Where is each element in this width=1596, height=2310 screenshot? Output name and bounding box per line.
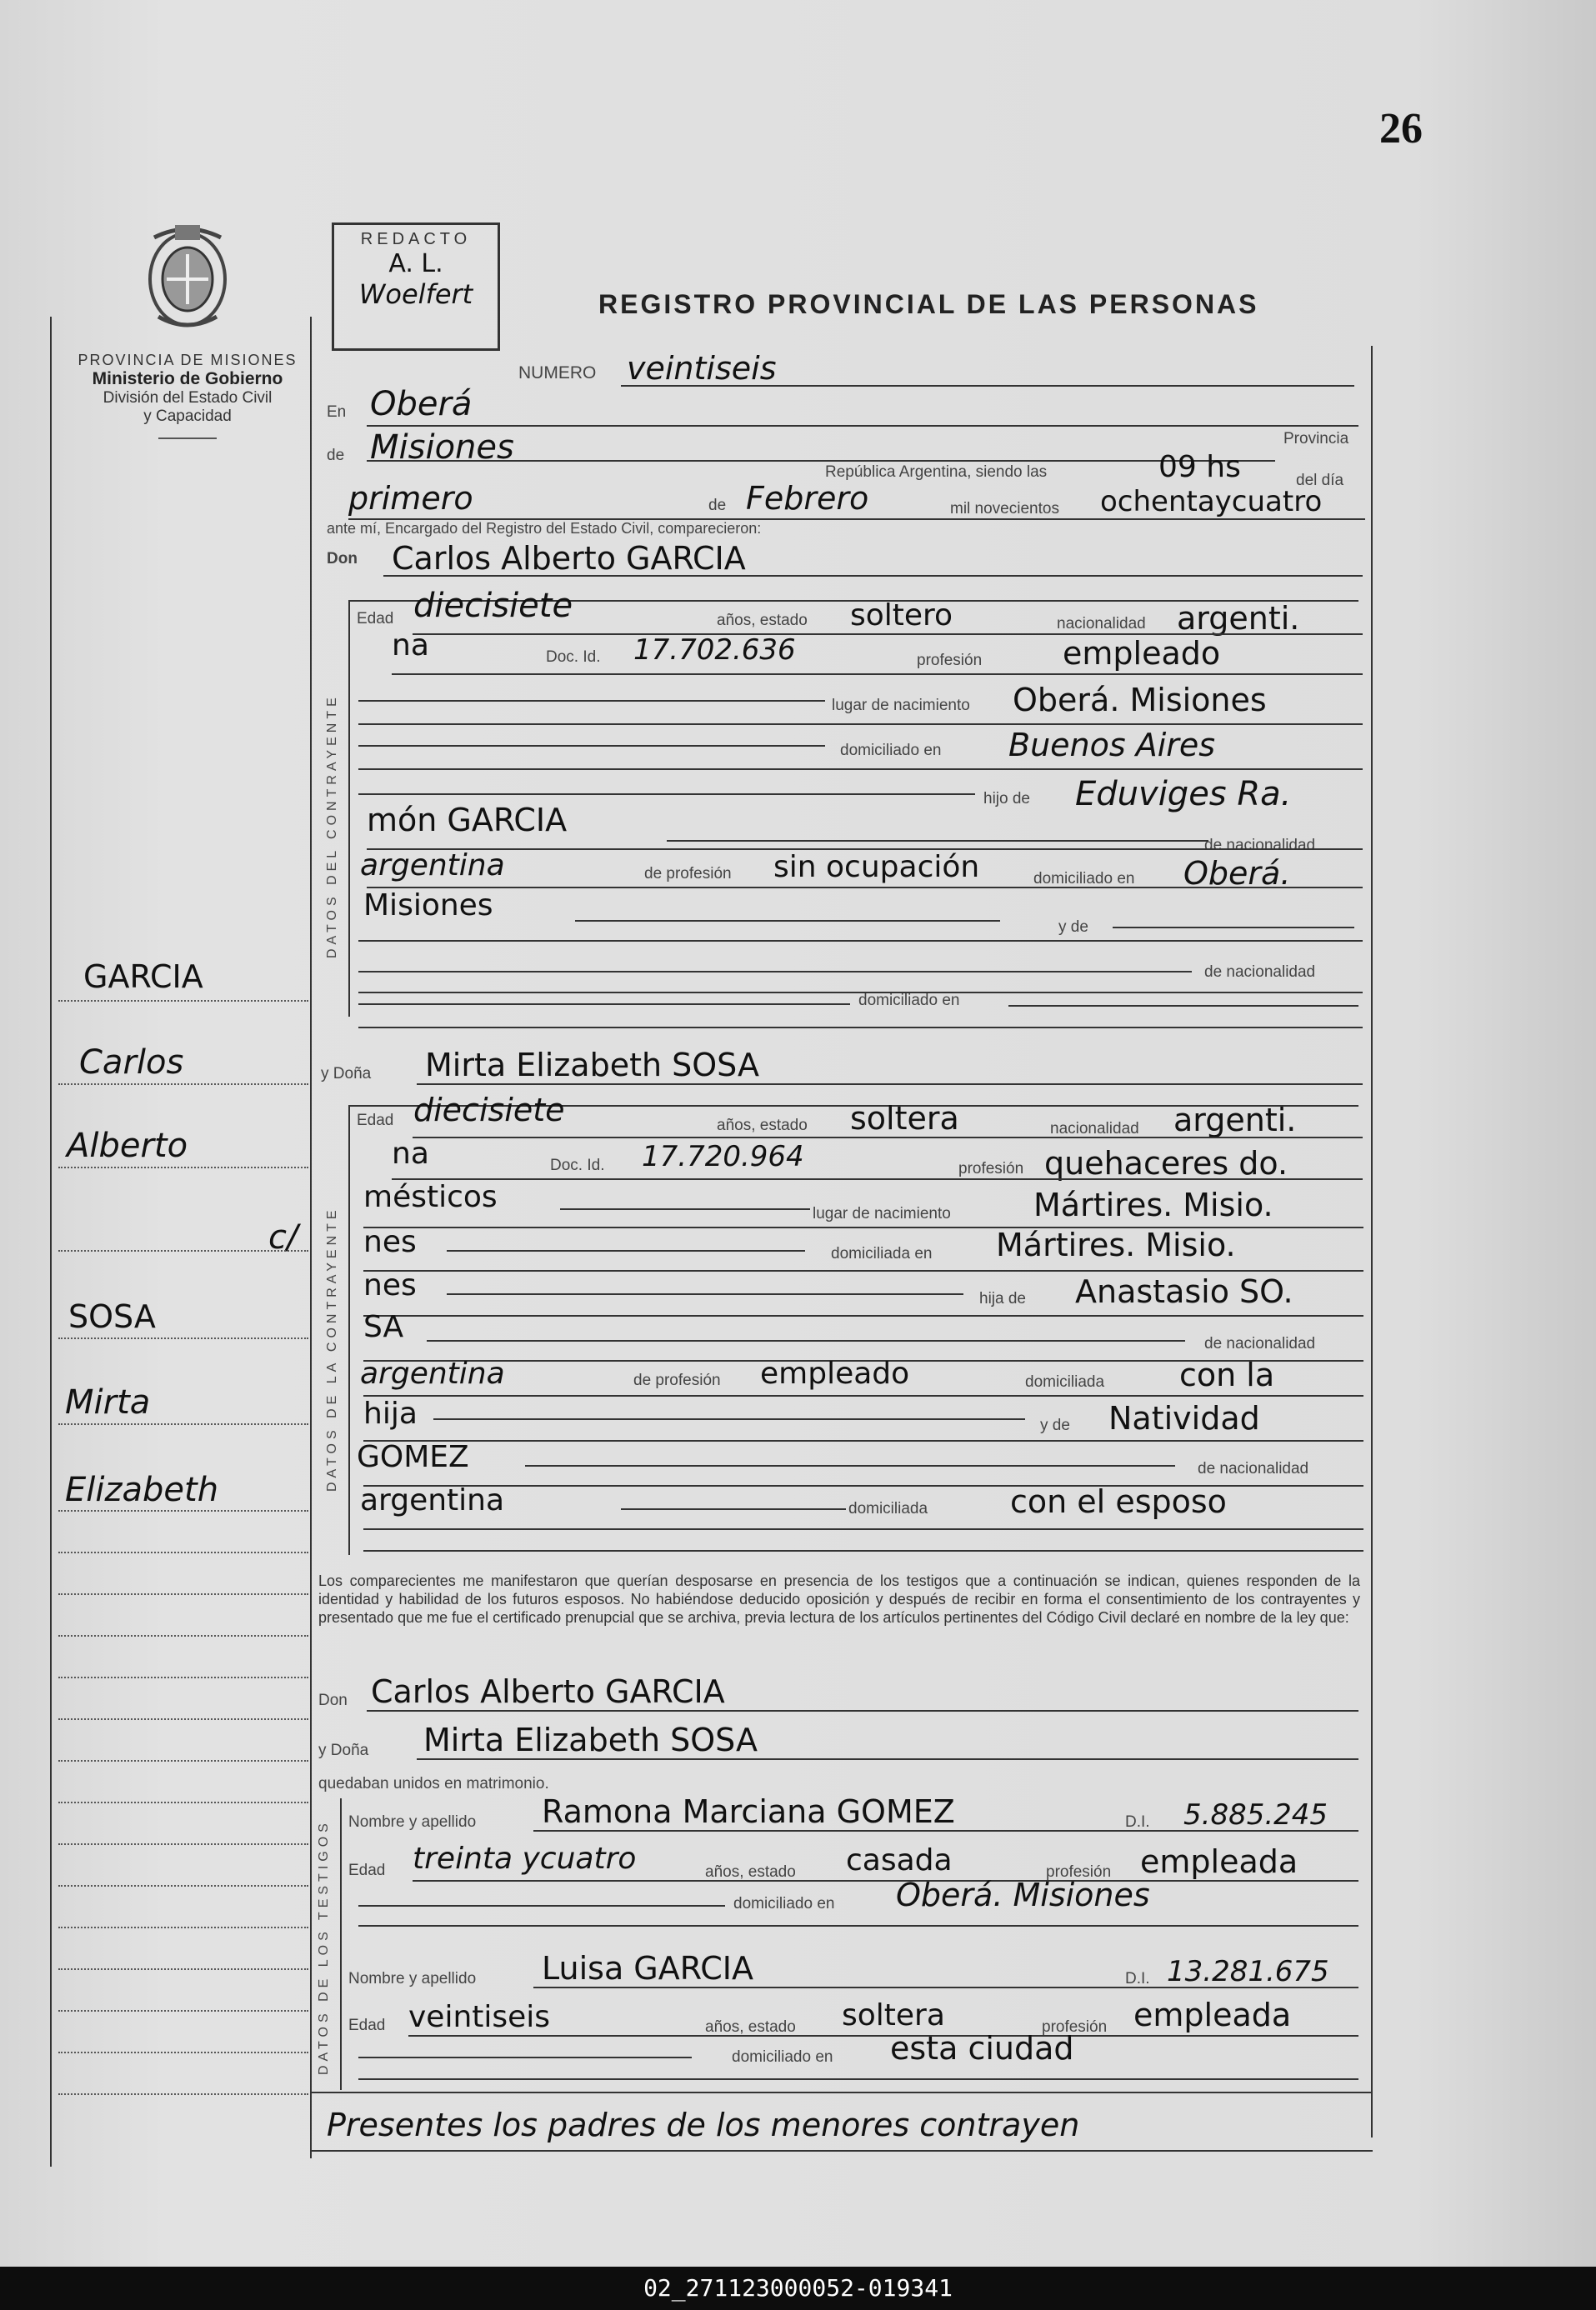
c-madre-dom-value: Oberá. bbox=[1183, 855, 1291, 892]
t1-nombre-label: Nombre y apellido bbox=[348, 1813, 477, 1831]
office-line-1: PROVINCIA DE MISIONES bbox=[78, 352, 298, 368]
f-nac-value-2: na bbox=[392, 1137, 429, 1171]
c-estado-value: soltero bbox=[850, 598, 953, 632]
dec-don-value: Carlos Alberto GARCIA bbox=[371, 1673, 725, 1710]
c-domiciliado-2-label: domiciliado en bbox=[1033, 870, 1135, 888]
don-value: Carlos Alberto GARCIA bbox=[392, 540, 746, 577]
c-domiciliado-label: domiciliado en bbox=[840, 742, 942, 759]
f-madre-dom-label: domiciliada bbox=[848, 1500, 928, 1518]
coat-of-arms-emblem bbox=[138, 221, 238, 333]
t1-domiciliado-label: domiciliado en bbox=[733, 1895, 835, 1912]
t2-prof-value: empleada bbox=[1133, 1997, 1292, 2033]
f-estado-value: soltera bbox=[850, 1100, 959, 1137]
c-hijo-value-2: món GARCIA bbox=[367, 802, 568, 838]
f-domiciliada-label: domiciliada en bbox=[831, 1245, 933, 1262]
c-de-nacionalidad-label: de nacionalidad bbox=[1204, 837, 1316, 854]
t1-di-label: D.I. bbox=[1125, 1813, 1150, 1831]
f-edad-value: diecisiete bbox=[413, 1092, 565, 1128]
f-padre-prof-value: empleado bbox=[760, 1357, 910, 1391]
f-lugar-value-2: nes bbox=[363, 1225, 417, 1259]
c-madre-dom-value-2: Misiones bbox=[363, 888, 493, 922]
don-label: Don bbox=[327, 550, 358, 568]
f-prof-value: quehaceres do. bbox=[1044, 1145, 1288, 1182]
stamp-title: REDACTO bbox=[360, 230, 472, 248]
c-madre-prof-value: sin ocupación bbox=[773, 850, 980, 884]
f-madre-value-2: GOMEZ bbox=[357, 1440, 469, 1474]
side-label-testigos: DATOS DE LOS TESTIGOS bbox=[317, 1819, 331, 2075]
dec-dona-value: Mirta Elizabeth SOSA bbox=[423, 1722, 758, 1758]
c-anos-estado-label: años, estado bbox=[717, 612, 808, 629]
f-lugar-label: lugar de nacimiento bbox=[813, 1205, 951, 1222]
declaration-paragraph: Los comparecientes me manifestaron que querían desposarse en presencia de los testigos que a continuación se indican, quienes responden de la identidad y habilidad de los futuros esposos. No habiéndose deducido oposición y después de recibir en forma el consentimiento de los contrayentes y presentado que me fue el certificado prenupcial que se archiva, previa lectura de los artículos pertinentes del Código Civil declaré en nombre de la ley que: bbox=[318, 1572, 1360, 1626]
c-doc-value: 17.702.636 bbox=[633, 633, 796, 667]
f-de-profesion-label: de profesión bbox=[633, 1372, 721, 1389]
del-dia-label: del día bbox=[1296, 472, 1344, 489]
c-padre-nac-label: de nacionalidad bbox=[1204, 963, 1316, 981]
margin-name-groom-2: Alberto bbox=[67, 1127, 188, 1165]
c-de-profesion-label: de profesión bbox=[644, 865, 732, 882]
c-y-de-label: y de bbox=[1058, 918, 1088, 936]
numero-value: veintiseis bbox=[627, 350, 777, 387]
t2-edad-value: veintiseis bbox=[408, 2000, 551, 2034]
c-lugar-label: lugar de nacimiento bbox=[832, 697, 970, 714]
office-line-4: y Capacidad bbox=[143, 408, 232, 425]
f-madre-nac-label: de nacionalidad bbox=[1198, 1460, 1309, 1478]
dona-label: y Doña bbox=[321, 1065, 372, 1082]
t2-profesion-label: profesión bbox=[1042, 2018, 1108, 2036]
f-hija-value-2: SA bbox=[363, 1310, 404, 1344]
t2-domiciliado-label: domiciliado en bbox=[732, 2048, 833, 2066]
t1-dom-value: Oberá. Misiones bbox=[896, 1877, 1150, 1913]
c-nac-value-2: na bbox=[392, 628, 429, 662]
f-hija-label: hija de bbox=[979, 1290, 1026, 1308]
stamp-name: Woelfert bbox=[358, 278, 473, 310]
f-nacionalidad-label: nacionalidad bbox=[1050, 1120, 1139, 1138]
dec-dona-label: y Doña bbox=[318, 1742, 369, 1759]
f-doc-label: Doc. Id. bbox=[550, 1157, 605, 1174]
f-de-nacionalidad-label: de nacionalidad bbox=[1204, 1335, 1316, 1352]
f-lugar-value: Mártires. Misio. bbox=[1033, 1187, 1273, 1223]
c-nac-value-1: argenti. bbox=[1177, 600, 1300, 637]
f-prof-value-2: mésticos bbox=[363, 1180, 498, 1214]
side-label-contrayente-f: DATOS DE LA CONTRAYENTE bbox=[325, 1206, 339, 1492]
en-value: Oberá bbox=[370, 385, 473, 423]
f-hija-value: Anastasio SO. bbox=[1075, 1273, 1293, 1310]
closing-note: Presentes los padres de los menores contrayen bbox=[327, 2107, 1080, 2143]
f-domiciliada-2-label: domiciliada bbox=[1025, 1373, 1105, 1391]
de-label: de bbox=[327, 447, 345, 464]
de-mes-label: de bbox=[708, 497, 727, 514]
header-title: REGISTRO PROVINCIAL DE LAS PERSONAS bbox=[598, 289, 1259, 319]
c-padre-domiciliado-label: domiciliado en bbox=[858, 992, 960, 1009]
t1-prof-value: empleada bbox=[1140, 1843, 1298, 1880]
dia-value: primero bbox=[348, 480, 473, 517]
dona-value: Mirta Elizabeth SOSA bbox=[425, 1047, 760, 1083]
f-edad-label: Edad bbox=[357, 1112, 394, 1129]
margin-surname-groom: GARCIA bbox=[83, 958, 203, 995]
t2-di-label: D.I. bbox=[1125, 1970, 1150, 1988]
f-padre-dom-value: con la bbox=[1179, 1357, 1275, 1393]
f-nac-value-1: argenti. bbox=[1173, 1102, 1297, 1138]
en-label: En bbox=[327, 403, 347, 421]
t2-nombre-value: Luisa GARCIA bbox=[542, 1950, 753, 1987]
c-hijo-label: hijo de bbox=[983, 790, 1030, 808]
office-block bbox=[50, 352, 325, 439]
c-prof-value: empleado bbox=[1063, 635, 1221, 672]
f-domic-value-2: nes bbox=[363, 1268, 417, 1302]
f-madre-value: Natividad bbox=[1108, 1400, 1260, 1437]
numero-label: NUMERO bbox=[518, 363, 597, 382]
t2-nombre-label: Nombre y apellido bbox=[348, 1970, 477, 1988]
margin-name-groom-1: Carlos bbox=[79, 1043, 184, 1082]
provincia-label: Provincia bbox=[1283, 430, 1349, 448]
t1-anos-estado-label: años, estado bbox=[705, 1863, 796, 1881]
mil-novecientos-label: mil novecientos bbox=[950, 500, 1059, 518]
f-domic-value: Mártires. Misio. bbox=[996, 1227, 1236, 1263]
t1-edad-label: Edad bbox=[348, 1862, 386, 1879]
ante-mi-label: ante mí, Encargado del Registro del Estado Civil, comparecieron: bbox=[327, 520, 762, 537]
f-anos-estado-label: años, estado bbox=[717, 1117, 808, 1134]
margin-surname-bride: SOSA bbox=[68, 1298, 156, 1335]
c-lugar-value: Oberá. Misiones bbox=[1013, 682, 1267, 718]
f-padre-dom-value-2: hija bbox=[363, 1397, 418, 1431]
redacto-stamp bbox=[332, 222, 500, 351]
t1-di-value: 5.885.245 bbox=[1183, 1798, 1328, 1832]
t1-profesion-label: profesión bbox=[1046, 1863, 1112, 1881]
margin-conjunction: c/ bbox=[268, 1218, 298, 1257]
margin-name-bride-2: Elizabeth bbox=[65, 1471, 219, 1509]
t2-estado-value: soltera bbox=[842, 1998, 945, 2032]
t1-nombre-value: Ramona Marciana GOMEZ bbox=[542, 1793, 955, 1830]
t2-anos-estado-label: años, estado bbox=[705, 2018, 796, 2036]
dec-don-label: Don bbox=[318, 1692, 348, 1709]
t2-di-value: 13.281.675 bbox=[1167, 1955, 1329, 1988]
margin-name-bride-1: Mirta bbox=[65, 1383, 151, 1422]
hora-value: 09 hs bbox=[1158, 450, 1241, 484]
republica-label: República Argentina, siendo las bbox=[825, 463, 1048, 481]
f-padre-nac-value: argentina bbox=[360, 1357, 505, 1391]
f-profesion-label: profesión bbox=[958, 1160, 1024, 1178]
image-id-footer: 02_271123000052-019341 bbox=[0, 2267, 1596, 2310]
c-nacionalidad-label: nacionalidad bbox=[1057, 615, 1146, 632]
c-edad-label: Edad bbox=[357, 610, 394, 628]
office-line-3: División del Estado Civil bbox=[103, 389, 273, 407]
quedaban-label: quedaban unidos en matrimonio. bbox=[318, 1775, 549, 1792]
c-doc-label: Doc. Id. bbox=[546, 648, 601, 666]
page-number: 26 bbox=[1379, 105, 1423, 152]
c-domic-value: Buenos Aires bbox=[1008, 727, 1216, 763]
mes-value: Febrero bbox=[746, 480, 869, 517]
c-hijo-value: Eduviges Ra. bbox=[1075, 775, 1292, 813]
c-profesion-label: profesión bbox=[917, 652, 983, 669]
f-doc-value: 17.720.964 bbox=[642, 1140, 804, 1173]
office-line-2: Ministerio de Gobierno bbox=[92, 369, 283, 388]
c-edad-value: diecisiete bbox=[413, 587, 573, 625]
t1-estado-value: casada bbox=[846, 1843, 953, 1878]
stamp-initials: A. L. bbox=[388, 249, 443, 278]
de-value: Misiones bbox=[370, 428, 514, 467]
t2-dom-value: esta ciudad bbox=[890, 2030, 1074, 2067]
t1-edad-value: treinta ycuatro bbox=[413, 1842, 637, 1876]
f-madre-dom-value: con el esposo bbox=[1010, 1483, 1227, 1520]
c-madre-nac-value: argentina bbox=[360, 848, 505, 882]
t2-edad-label: Edad bbox=[348, 2017, 386, 2034]
f-y-de-label: y de bbox=[1040, 1417, 1070, 1434]
f-madre-nac-value: argentina bbox=[360, 1483, 505, 1518]
anio-value: ochentaycuatro bbox=[1100, 485, 1323, 518]
side-label-contrayente: DATOS DEL CONTRAYENTE bbox=[325, 693, 339, 958]
